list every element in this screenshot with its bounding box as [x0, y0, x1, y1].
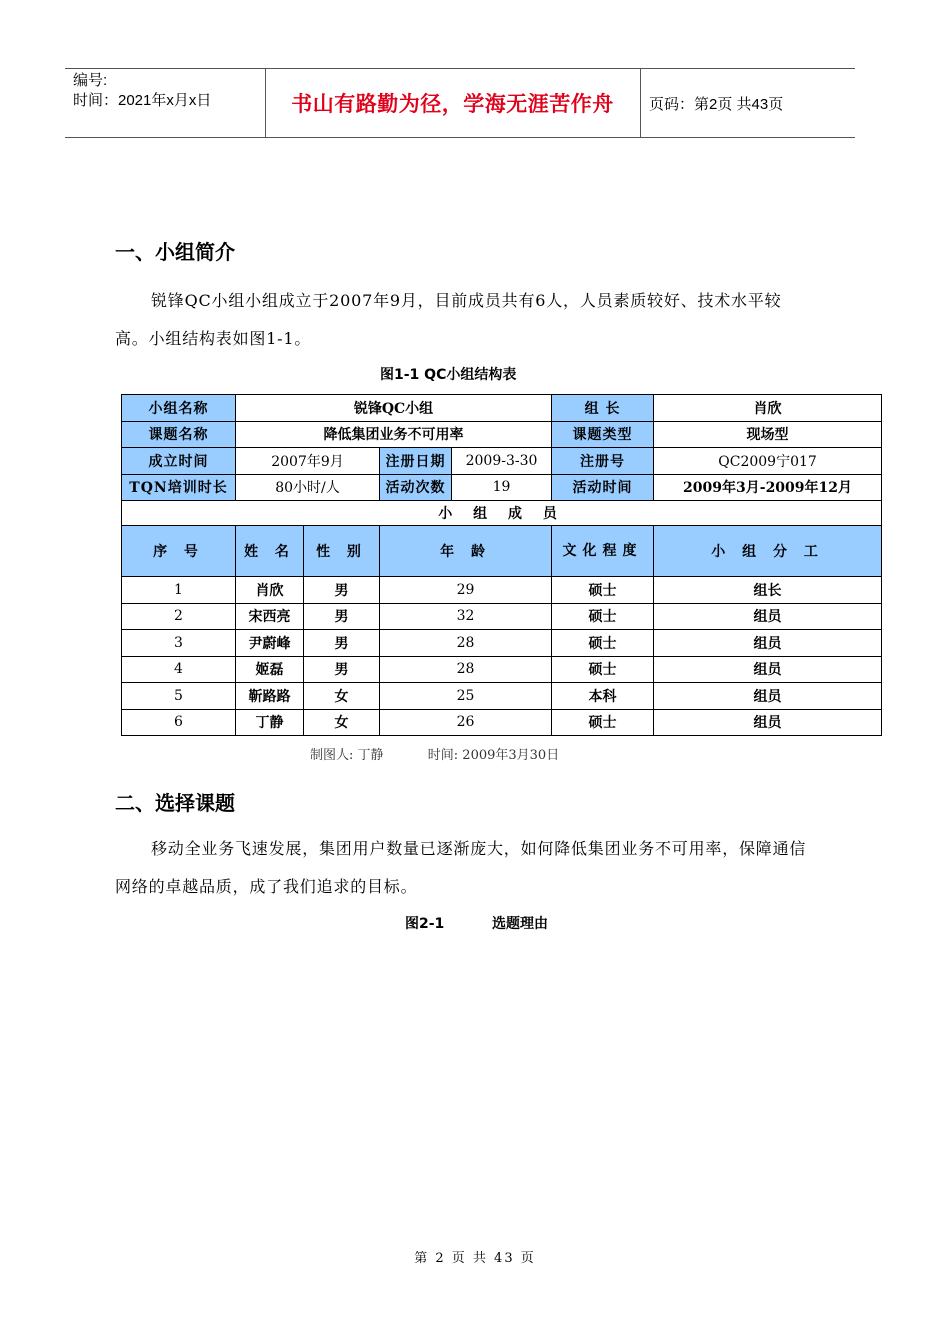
column-header: 姓 名 — [236, 526, 304, 577]
table-made-time: 时间: 2009年3月30日 — [427, 748, 560, 763]
cell-index: 4 — [122, 656, 236, 683]
reg-no: QC2009宁017 — [654, 448, 882, 475]
table-row — [122, 709, 882, 736]
table-row — [122, 501, 882, 526]
table-header-row — [122, 526, 882, 577]
group-name: 锐锋QC小组 — [236, 395, 552, 422]
topic-type: 现场型 — [654, 421, 882, 448]
table-row — [122, 656, 882, 683]
column-header: 年 龄 — [380, 526, 552, 577]
page-footer: 第 2 页 共 43 页 — [414, 1251, 536, 1266]
cell-education: 硕士 — [552, 656, 654, 683]
figure1-caption: 图1-1 QC小组结构表 — [380, 367, 517, 383]
section2-heading: 二、选择课题 — [115, 791, 235, 815]
cell-index: 6 — [122, 709, 236, 736]
header-number: 编号: — [73, 72, 108, 89]
table-row — [122, 630, 882, 657]
section2-paragraph: 移动全业务飞速发展，集团用户数量已逐渐庞大，如何降低集团业务不可用率，保障通信网络的卓越品质，成了我们追求的目标。 — [115, 839, 807, 896]
header-motto: 书山有路勤为径，学海无涯苦作舟 — [291, 92, 614, 116]
founded: 2007年9月 — [236, 448, 380, 475]
cell-index: 2 — [122, 603, 236, 630]
activity-count: 19 — [452, 474, 552, 501]
table-row — [122, 421, 882, 448]
cell-education: 硕士 — [552, 603, 654, 630]
cell-role: 组员 — [654, 603, 882, 630]
reg-date: 2009-3-30 — [452, 448, 552, 475]
cell-gender: 男 — [304, 603, 380, 630]
figure2-number: 图2-1 — [405, 916, 445, 932]
leader: 肖欣 — [654, 395, 882, 422]
header-meta — [65, 69, 265, 137]
cell-age: 28 — [380, 630, 552, 657]
page-header — [65, 68, 855, 138]
cell-education: 硕士 — [552, 630, 654, 657]
topic-type-label: 课题类型 — [552, 421, 654, 448]
cell-age: 28 — [380, 656, 552, 683]
leader-label: 组 长 — [552, 395, 654, 422]
cell-gender: 女 — [304, 683, 380, 710]
column-header: 文化程度 — [552, 526, 654, 577]
column-header: 性 别 — [304, 526, 380, 577]
section1-paragraph: 锐锋QC小组小组成立于2007年9月，目前成员共有6人，人员素质较好、技术水平较高。小组结构表如图1-1。 — [115, 291, 782, 348]
reg-no-label: 注册号 — [552, 448, 654, 475]
cell-name: 肖欣 — [236, 577, 304, 604]
column-header: 小 组 分 工 — [654, 526, 882, 577]
table-row — [122, 474, 882, 501]
figure2-title: 选题理由 — [492, 916, 549, 932]
cell-age: 32 — [380, 603, 552, 630]
cell-education: 本科 — [552, 683, 654, 710]
founded-label: 成立时间 — [122, 448, 236, 475]
cell-age: 25 — [380, 683, 552, 710]
column-header: 序 号 — [122, 526, 236, 577]
cell-gender: 女 — [304, 709, 380, 736]
cell-education: 硕士 — [552, 577, 654, 604]
members-title: 小 组 成 员 — [122, 501, 882, 526]
figure2-caption — [405, 913, 548, 933]
activity-time: 2009年3月-2009年12月 — [654, 474, 882, 501]
table-row — [122, 395, 882, 422]
cell-gender: 男 — [304, 577, 380, 604]
header-time: 时间：2021年x月x日 — [73, 92, 212, 109]
cell-name: 姬磊 — [236, 656, 304, 683]
cell-age: 29 — [380, 577, 552, 604]
cell-name: 尹蔚峰 — [236, 630, 304, 657]
cell-name: 宋西亮 — [236, 603, 304, 630]
reg-date-label: 注册日期 — [380, 448, 452, 475]
cell-role: 组员 — [654, 709, 882, 736]
cell-index: 1 — [122, 577, 236, 604]
header-page-number: 页码：第2页 共43页 — [649, 95, 784, 113]
tqn-label: TQN培训时长 — [122, 474, 236, 501]
cell-index: 5 — [122, 683, 236, 710]
cell-role: 组长 — [654, 577, 882, 604]
cell-gender: 男 — [304, 656, 380, 683]
group-name-label: 小组名称 — [122, 395, 236, 422]
topic: 降低集团业务不可用率 — [236, 421, 552, 448]
cell-education: 硕士 — [552, 709, 654, 736]
qc-structure-table — [121, 394, 882, 736]
cell-role: 组员 — [654, 630, 882, 657]
table-row — [122, 448, 882, 475]
table-row — [122, 577, 882, 604]
cell-name: 丁静 — [236, 709, 304, 736]
activity-time-label: 活动时间 — [552, 474, 654, 501]
activity-count-label: 活动次数 — [380, 474, 452, 501]
cell-role: 组员 — [654, 683, 882, 710]
table-row — [122, 683, 882, 710]
section1-heading: 一、小组简介 — [115, 240, 235, 264]
tqn: 80小时/人 — [236, 474, 380, 501]
cell-age: 26 — [380, 709, 552, 736]
cell-name: 靳路路 — [236, 683, 304, 710]
cell-gender: 男 — [304, 630, 380, 657]
table-maker: 制图人: 丁静 — [310, 748, 384, 763]
table-row — [122, 603, 882, 630]
cell-role: 组员 — [654, 656, 882, 683]
table-note — [310, 744, 559, 763]
topic-label: 课题名称 — [122, 421, 236, 448]
cell-index: 3 — [122, 630, 236, 657]
